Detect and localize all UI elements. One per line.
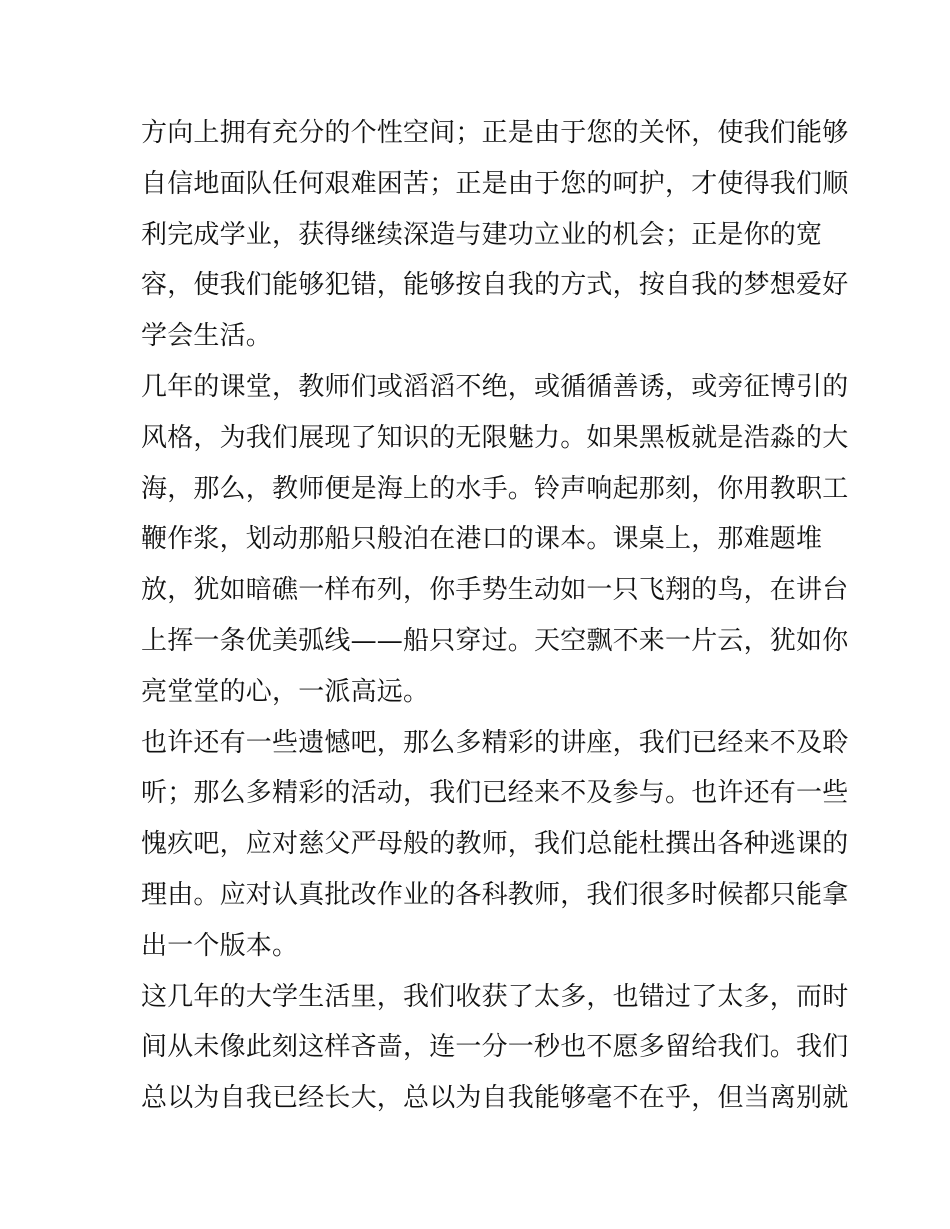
text-line: 放，犹如暗礁一样布列，你手势生动如一只飞翔的鸟，在讲台 <box>141 575 849 606</box>
text-line: 也许还有一些遗憾吧，那么多精彩的讲座，我们已经来不及聆 <box>141 727 849 758</box>
text-line: 几年的课堂，教师们或滔滔不绝，或循循善诱，或旁征博引的 <box>141 371 849 402</box>
text-line: 间从未像此刻这样吝啬，连一分一秒也不愿多留给我们。我们 <box>141 1032 849 1063</box>
text-line: 愧疚吧，应对慈父严母般的教师，我们总能杜撰出各种逃课的 <box>141 829 849 860</box>
text-line: 容，使我们能够犯错，能够按自我的方式，按自我的梦想爱好 <box>141 270 849 301</box>
text-line: 利完成学业，获得继续深造与建功立业的机会；正是你的宽 <box>141 219 823 250</box>
body-text <box>141 108 849 1124</box>
text-line: 海，那么，教师便是海上的水手。铃声响起那刻，你用教职工 <box>141 473 849 504</box>
text-line: 这几年的大学生活里，我们收获了太多，也错过了太多，而时 <box>141 981 849 1012</box>
text-line: 出一个版本。 <box>141 930 299 961</box>
text-line: 亮堂堂的心，一派高远。 <box>141 676 430 707</box>
text-line: 理由。应对认真批改作业的各科教师，我们很多时候都只能拿 <box>141 879 849 910</box>
text-line: 鞭作浆，划动那船只般泊在港口的课本。课桌上，那难题堆 <box>141 524 823 555</box>
text-line: 风格，为我们展现了知识的无限魅力。如果黑板就是浩淼的大 <box>141 422 849 453</box>
text-line: 听；那么多精彩的活动，我们已经来不及参与。也许还有一些 <box>141 778 849 809</box>
text-line: 总以为自我已经长大，总以为自我能够毫不在乎，但当离别就 <box>141 1083 849 1114</box>
text-line: 方向上拥有充分的个性空间；正是由于您的关怀，使我们能够 <box>141 118 849 148</box>
text-line: 学会生活。 <box>141 321 273 352</box>
text-line: 上挥一条优美弧线——船只穿过。天空飘不来一片云，犹如你 <box>141 625 849 656</box>
text-line: 自信地面队任何艰难困苦；正是由于您的呵护，才使得我们顺 <box>141 168 849 199</box>
